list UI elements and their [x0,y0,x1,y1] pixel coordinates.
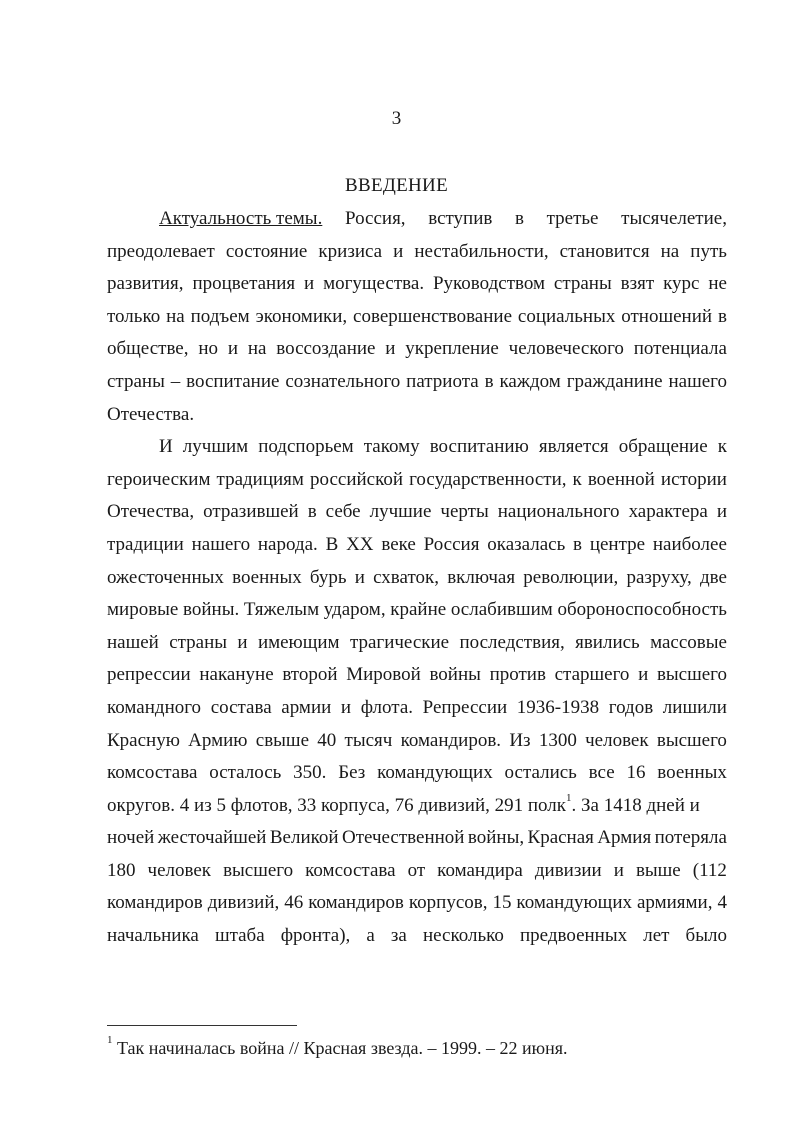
word: явились [575,631,640,653]
word: обороноспособность [557,599,727,621]
word: 16 [626,762,646,784]
paragraph-line: округов. 4 из 5 флотов, 33 корпуса, 76 дивизий, 291 полк$^1$. За 1418 дней и [107,792,700,816]
word: дивизий, [207,892,280,914]
word: нашей [107,631,159,653]
word: военных [232,566,302,588]
word: сознательного [285,370,401,392]
word: включая [447,566,516,588]
word: военных [657,762,727,784]
word: кризиса [318,240,383,262]
word: и [638,664,649,686]
word: второй [282,664,338,686]
paragraph-line [107,757,727,790]
word: годов [608,696,654,718]
word: фронта), [280,925,351,947]
word: осталось [209,762,282,784]
word: Великой [269,827,339,849]
word: высшего [656,664,727,686]
word: в [573,533,583,555]
word: а [366,925,375,947]
word: становится [559,240,650,262]
word: разруху, [626,566,692,588]
word: Мировой [346,664,421,686]
word: веке [381,533,416,555]
word: обращение [618,436,708,458]
word: остались [504,762,577,784]
word: отношений [621,305,713,327]
paragraph-line [107,822,727,855]
word: командного [107,696,202,718]
word: укрепление [405,338,499,360]
word: ослабившим [450,599,553,621]
word: подспорьем [258,436,354,458]
word: лучшие [369,501,432,523]
word: ночей [107,827,155,849]
word: потенциала [633,338,727,360]
word: Красная [527,827,594,849]
word: и [304,273,315,295]
word: Из [509,729,531,751]
word: командующих [377,762,493,784]
word: воссоздание [276,338,376,360]
word: дивизии [534,859,602,881]
paragraph-line [107,594,727,627]
word: на [247,338,267,360]
word: развития, [107,273,184,295]
word: 40 [317,729,337,751]
word: 4 [717,892,727,914]
paragraph-line [107,301,727,334]
word: нашего [191,533,251,555]
word: нашего [668,370,727,392]
word: в [307,501,317,523]
word: совершенствование [353,305,513,327]
paragraph-line [107,855,727,888]
word: войны. [183,599,240,621]
word: Отечества, [107,501,195,523]
word: лишили [662,696,727,718]
word: и [613,859,624,881]
word: государственности, [409,468,567,490]
word: две [699,566,727,588]
word: истории [660,468,727,490]
word: 15 [492,892,512,914]
word: народа. [257,533,318,555]
word: командиров. [400,729,502,751]
paragraph-line [107,627,727,660]
paragraph-line [107,920,727,953]
word: героическим [107,468,211,490]
word: такому [363,436,420,458]
word: лучшим [182,436,249,458]
topic-lead: Актуальность темы. [159,208,323,229]
paragraph-line [107,562,727,595]
word: человек [585,729,649,751]
word: каждом [499,370,561,392]
word: Армию [188,729,248,751]
word: нестабильности, [414,240,549,262]
word: армиями, [636,892,713,914]
word: человеческого [508,338,624,360]
word: центре [589,533,646,555]
word: к [717,436,727,458]
word: преодолевает [107,240,215,262]
word: социальных [517,305,616,327]
word: против [489,664,546,686]
word: начальника [107,925,199,947]
word: обществе, [107,338,189,360]
paragraph-line: Отечества. [107,403,195,425]
word: черты [440,501,489,523]
word: и [227,338,238,360]
word: национального [497,501,620,523]
word: 350. [293,762,327,784]
word: на [166,305,185,327]
word: взят [620,273,655,295]
word: процветания [192,273,296,295]
word: и [237,631,248,653]
word: 1936-1938 [516,696,600,718]
word: потеряла [654,827,727,849]
footnote [107,1034,568,1059]
word: воспитанию [429,436,529,458]
word: командиров [308,892,404,914]
word: было [685,925,727,947]
word: штаба [214,925,265,947]
word: и [340,696,352,718]
word: к [572,468,582,490]
word: жесточайшей [157,827,267,849]
word: традиции [107,533,184,555]
body-text [107,203,727,953]
paragraph-line [107,529,727,562]
word: Тяжелым [243,599,320,621]
word: человек [147,859,212,881]
word: массовые [650,631,727,653]
word: лет [643,925,670,947]
word: комсостава [305,859,396,881]
word: путь [690,240,727,262]
word: является [538,436,609,458]
word: Руководством [432,273,546,295]
paragraph-line [107,692,727,725]
word: – [170,370,181,392]
word: старшего [554,664,630,686]
word: только [107,305,161,327]
word: армии [281,696,332,718]
word: бурь [309,566,347,588]
word: войны, [467,827,525,849]
word: революции, [523,566,619,588]
word: наиболее [652,533,727,555]
word: высшего [656,729,727,751]
word: Армия [597,827,652,849]
word: оказалась [487,533,566,555]
word: российской [310,468,404,490]
word: тысяч [344,729,393,751]
word: свыше [255,729,309,751]
paragraph-line [107,659,727,692]
word: Отечественной [341,827,465,849]
word: командующих [516,892,632,914]
footnote-text: Так начиналась война // Красная звезда. – 1999. – 22 июня. [112,1038,568,1058]
word: XX [346,533,374,555]
word: курс [663,273,700,295]
word: комсостава [107,762,198,784]
word: экономики, [255,305,348,327]
word: Без [338,762,366,784]
word: традициям [216,468,304,490]
word: отразившей [203,501,299,523]
word: Красную [107,729,180,751]
word: от [407,859,426,881]
word: 180 [107,859,136,881]
paragraph-line: Актуальность темы. Россия, вступив в третье тысячелетие, [107,203,727,236]
word: 1300 [538,729,577,751]
word: войны [429,664,481,686]
word: воспитание [186,370,280,392]
word: Репрессии [422,696,508,718]
word: все [588,762,615,784]
footnote-separator [107,1025,297,1026]
word: и [354,566,365,588]
word: высшего [223,859,294,881]
paragraph-line [107,333,727,366]
word: репрессии [107,664,191,686]
word: флота. [360,696,414,718]
word: корпусов, [408,892,488,914]
word: предвоенных [519,925,628,947]
word: командиров [107,892,203,914]
word: но [198,338,218,360]
word: военной [587,468,655,490]
word: страны [169,631,228,653]
word: Россия [423,533,480,555]
word: патриота [406,370,479,392]
word: подъем [190,305,250,327]
footnote-marker: 1 [107,1034,113,1046]
word: мировые [107,599,179,621]
word: накануне [199,664,274,686]
word: на [660,240,680,262]
word: В [325,533,339,555]
section-heading: ВВЕДЕНИЕ [345,175,448,196]
word: характера [628,501,708,523]
paragraph-line [107,268,727,301]
word: гражданине [566,370,663,392]
word: ударом, [323,599,386,621]
word: не [708,273,727,295]
paragraph-line [107,431,727,464]
word: страны [553,273,612,295]
word: и [385,338,396,360]
word: схваток, [373,566,439,588]
word: выше [635,859,681,881]
word: страны [107,370,165,392]
word: могущества. [323,273,425,295]
paragraph-line [107,236,727,269]
word: состояние [225,240,308,262]
word: и [716,501,727,523]
word: трагические [349,631,450,653]
word: ожесточенных [107,566,224,588]
word: себе [325,501,361,523]
word: последствия, [459,631,565,653]
word: крайне [390,599,447,621]
paragraph-line [107,725,727,758]
word: командира [437,859,523,881]
word: 46 [284,892,304,914]
word: И [159,436,173,458]
word: за [390,925,407,947]
word: и [393,240,404,262]
paragraph-line [107,366,727,399]
word: имеющим [257,631,340,653]
page-number: 3 [391,108,402,129]
paragraph-line [107,887,727,920]
word: несколько [422,925,504,947]
word: в [484,370,494,392]
word: (112 [692,859,727,881]
paragraph-line [107,464,727,497]
word: состава [210,696,272,718]
paragraph-line [107,496,727,529]
footnote-reference: 1 [566,792,572,805]
word: в [717,305,727,327]
